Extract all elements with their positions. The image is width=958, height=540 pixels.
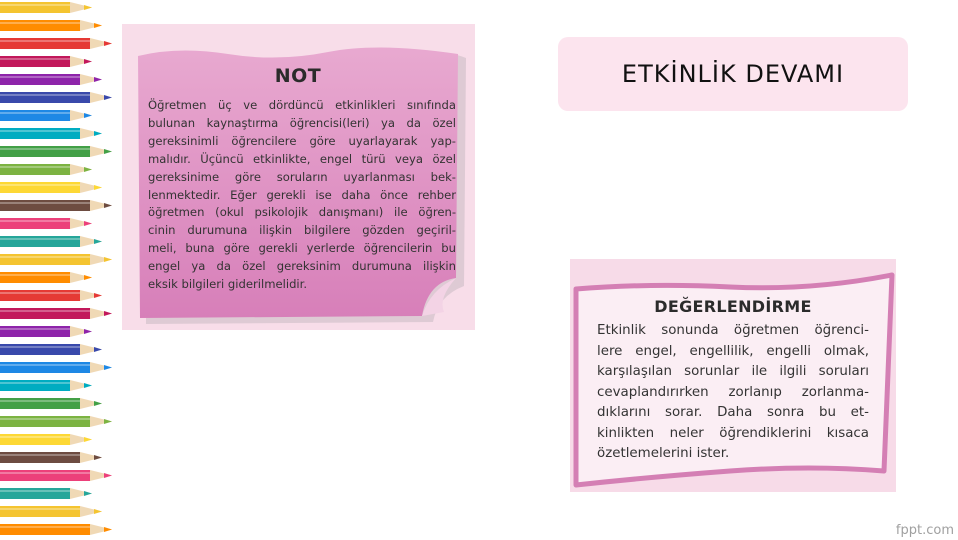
- note-line: eksik bilgileri giderilmelidir.: [148, 277, 308, 292]
- note-line: meli, buna göre gerekli yerlerde öğrencilerin bu: [148, 241, 456, 256]
- pencil: [0, 452, 102, 463]
- pencil: [0, 470, 112, 481]
- pencil: [0, 236, 102, 247]
- pencil: [0, 254, 112, 265]
- pencil: [0, 182, 102, 193]
- pencil: [0, 110, 92, 121]
- note-heading: NOT: [274, 65, 322, 87]
- evaluation-line: özetlemelerini ister.: [597, 446, 730, 461]
- pencil: [0, 146, 112, 157]
- note-line: gereksinimli öğrencilere göre uyarlayarak yap-: [148, 133, 456, 148]
- pencil: [0, 218, 92, 229]
- evaluation-line: Etkinlik sonunda öğretmen öğrenci-: [597, 323, 869, 338]
- note-body: [148, 97, 456, 294]
- pencil: [0, 56, 92, 67]
- watermark: fppt.com: [895, 523, 954, 538]
- pencil: [0, 506, 102, 517]
- evaluation-line: karşılaşılan sorunlar ile ilgili soruları: [597, 364, 869, 379]
- evaluation-heading: DEĞERLENDİRME: [654, 297, 812, 316]
- evaluation-line: lere engel, engellilik, engelli olmak,: [597, 343, 869, 359]
- evaluation-body: [597, 321, 869, 465]
- pencil: [0, 380, 92, 391]
- pencil: [0, 200, 112, 211]
- page-title: ETKİNLİK DEVAMI: [621, 60, 845, 88]
- evaluation-line: dıklarını sorar. Daha sonra bu et-: [597, 405, 869, 420]
- pencil: [0, 488, 92, 499]
- pencil: [0, 38, 112, 49]
- pencil: [0, 164, 92, 175]
- pencil: [0, 398, 102, 409]
- pencil: [0, 362, 112, 373]
- pencil: [0, 524, 112, 535]
- pencil: [0, 290, 102, 301]
- note-line: cinin durumuna ilişkin bilgilere gözden geçiril-: [148, 223, 456, 238]
- pencil: [0, 128, 102, 139]
- evaluation-line: kinlikten neler öğrendiklerini kısaca: [597, 425, 869, 441]
- evaluation-card: [570, 259, 896, 492]
- colored-pencils-decoration: [0, 0, 125, 540]
- pencil: [0, 272, 92, 283]
- pencil: [0, 344, 102, 355]
- pencil: [0, 416, 112, 427]
- note-line: lenmektedir. Eğer gerekli ise daha önce rehber: [148, 187, 456, 202]
- pencil: [0, 326, 92, 337]
- note-line: Öğretmen üç ve dördüncü etkinlikleri sınıfında: [148, 98, 456, 112]
- pencil: [0, 20, 102, 31]
- note-line: malıdır. Üçüncü etkinlikte, engel türü veya özel: [148, 151, 456, 166]
- note-line: gereksinime göre soruların uyarlanması bek-: [148, 169, 456, 184]
- pencil: [0, 434, 92, 445]
- note-line: öğretmen (okul psikolojik danışmanı) ile öğren-: [148, 205, 456, 220]
- pencil: [0, 74, 102, 85]
- pencil: [0, 308, 112, 319]
- pencil: [0, 92, 112, 103]
- evaluation-line: cevaplandırırken zorlanıp zorlanma-: [597, 384, 869, 400]
- note-card: [138, 46, 466, 326]
- pencil: [0, 2, 92, 13]
- note-line: bulunan kaynaştırma öğrencisi(leri) ya da özel: [148, 115, 456, 130]
- note-line: engel ya da özel gereksinim durumuna ilişkin: [148, 259, 456, 274]
- title-box: [558, 37, 908, 111]
